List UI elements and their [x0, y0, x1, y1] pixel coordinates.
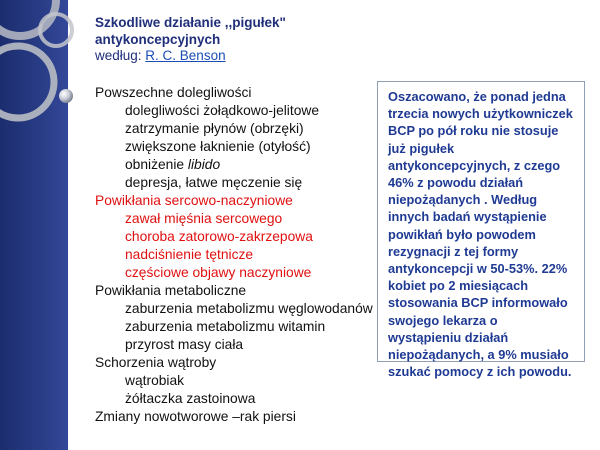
- list-heading-cancer: Zmiany nowotworowe –rak piersi: [95, 409, 296, 424]
- list-heading-metabolic: Powikłania metaboliczne: [95, 283, 247, 298]
- libido-word: libido: [187, 157, 221, 172]
- source-line: [95, 48, 226, 63]
- list-item: nadciśnienie tętnicze: [125, 247, 254, 262]
- list-item: depresja, łatwe męczenie się: [125, 175, 303, 190]
- list-heading-cardio: Powikłania sercowo-naczyniowe: [95, 193, 293, 208]
- list-item: zaburzenia metabolizmu witamin: [125, 319, 326, 334]
- list-item: zatrzymanie płynów (obrzęki): [125, 121, 304, 136]
- source-prefix: według:: [95, 48, 146, 63]
- list-item-libido: [95, 156, 373, 174]
- list-item: choroba zatorowo-zakrzepowa: [125, 229, 313, 244]
- list-item: żółtaczka zastoinowa: [125, 391, 256, 406]
- author-link[interactable]: R. C. Benson: [145, 48, 226, 63]
- side-effects-list: [95, 84, 373, 426]
- list-item: zwiększone łaknienie (otyłość): [125, 139, 311, 154]
- list-heading-liver: Schorzenia wątroby: [95, 355, 217, 370]
- list-item: przyrost masy ciała: [125, 337, 244, 352]
- list-item: wątrobiak: [125, 373, 185, 388]
- libido-prefix: obniżenie: [125, 157, 188, 172]
- list-heading-general: Powszechne dolegliwości: [95, 85, 252, 100]
- slide-title: [95, 14, 286, 48]
- title-line-1: Szkodliwe działanie ,,pigułek": [95, 15, 286, 30]
- list-item: częściowe objawy naczyniowe: [125, 265, 312, 280]
- statistics-textbox: Oszacowano, że ponad jedna trzecia nowych użytkowniczek BCP po pół roku nie stosuje już pigułek antykoncepcyjnych, z czego 46% z powodu działań niepożądanych . Według innych badań wystąpienie powikłań było powodem rezygnacji z tej formy antykoncepcji w 50-53%. 22% kobiet po 2 miesiącach stosowania BCP informowało swojego lekarza o wystąpieniu działań niepożądanych, a 9% musiało szukać pomocy z ich powodu.: [377, 81, 585, 362]
- list-item: dolegliwości żołądkowo-jelitowe: [125, 103, 320, 118]
- sidebar-band: [0, 0, 68, 450]
- list-item: zawał mięśnia sercowego: [125, 211, 283, 226]
- list-item: zaburzenia metabolizmu węglowodanów: [125, 301, 373, 316]
- title-line-2: antykoncepcyjnych: [95, 32, 221, 47]
